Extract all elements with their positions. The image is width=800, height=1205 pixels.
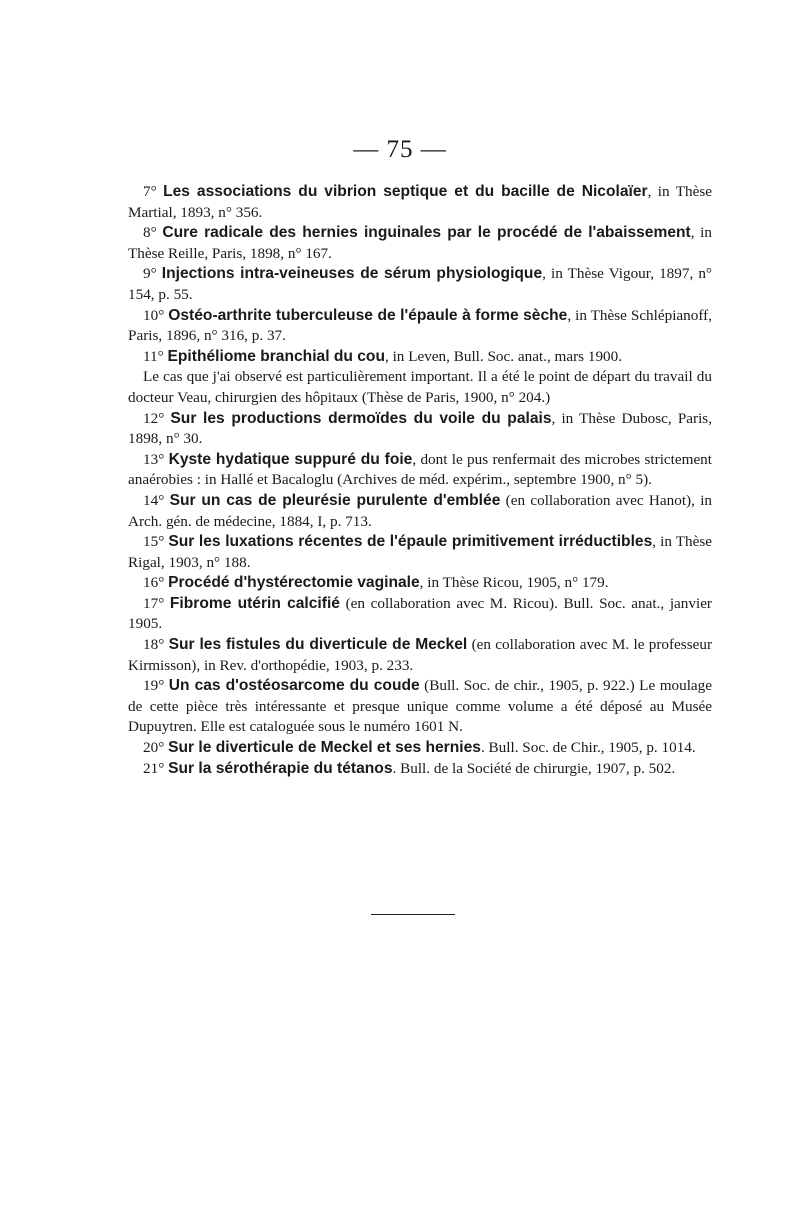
entry-number: 11° [143, 347, 168, 365]
list-item [128, 594, 712, 635]
entry-number: 7° [143, 183, 164, 200]
entry-number: 19° [143, 677, 169, 695]
entry-note: Le cas que j'ai observé est particulièrement important. Il a été le point de départ du travail du docteur Veau, chirurgien des hôpitaux (Thèse de Paris, 1900, n° 204.) [128, 368, 712, 406]
entry-title: Sur les luxations récentes de l'épaule primitivement irréductibles [168, 533, 653, 551]
entry-number: 8° [143, 224, 163, 242]
list-item [128, 573, 712, 594]
entry-number: 16° [143, 574, 169, 592]
entry-detail: , dont le pus renfermait des microbes strictement anaérobies : in Hallé et Bacaloglu (Archives de méd. expérim., septembre 1900, n° 5). [128, 450, 712, 489]
list-item [128, 264, 712, 305]
list-item [128, 532, 712, 573]
entry-detail: , in Leven, Bull. Soc. anat., mars 1900. [384, 347, 623, 365]
entry-title: Sur le diverticule de Meckel et ses hernies [168, 739, 481, 757]
entry-number: 9° [143, 265, 162, 283]
list-item [128, 306, 712, 347]
list-item [128, 635, 712, 676]
entry-title: Un cas d'ostéosarcome du coude [168, 677, 420, 695]
list-item [128, 759, 712, 780]
entry-number: 14° [143, 491, 170, 509]
entry-detail: , in Thèse Martial, 1893, n° 356. [128, 183, 712, 221]
entry-detail: (en collaboration avec M. le professeur Kirmisson), in Rev. d'orthopédie, 1903, p. 233. [128, 636, 713, 674]
entry-title: Injections intra-veineuses de sérum physiologique [161, 265, 543, 283]
entry-detail: , in Thèse Ricou, 1905, n° 179. [419, 574, 609, 592]
entry-number: 10° [143, 306, 169, 324]
entry-number: 13° [143, 450, 169, 468]
entry-number: 12° [143, 409, 171, 427]
entry-detail: , in Thèse Dubosc, Paris, 1898, n° 30. [128, 409, 712, 448]
entry-title: Cure radicale des hernies inguinales par le procédé de l'abaissement [162, 224, 691, 242]
entry-title: Ostéo-arthrite tuberculeuse de l'épaule à forme sèche [168, 306, 568, 324]
entry-detail: (Bull. Soc. de chir., 1905, p. 922.) Le moulage de cette pièce très intéressante et presque unique comme volume a été déposé au Musée Dupuytren. Elle est cataloguée sous le numéro 1601 N. [128, 677, 713, 736]
end-rule-divider [371, 914, 455, 915]
entry-number: 15° [143, 533, 169, 551]
list-item [128, 223, 712, 264]
entry-title: Les associations du vibrion septique et du bacille de Nicolaïer [163, 183, 648, 200]
entry-detail: , in Thèse Reille, Paris, 1898, n° 167. [128, 224, 712, 262]
entry-detail: , in Thèse Rigal, 1903, n° 188. [128, 533, 712, 571]
list-item [128, 347, 712, 368]
entry-title: Kyste hydatique suppuré du foie [168, 450, 413, 468]
entry-detail: , in Thèse Vigour, 1897, n° 154, p. 55. [128, 265, 713, 303]
list-item [128, 491, 712, 532]
page-number: — 75 — [353, 136, 447, 163]
entry-title: Sur les fistules du diverticule de Meckel [168, 636, 468, 654]
list-item [128, 409, 712, 450]
list-item [128, 738, 712, 759]
entry-number: 17° [143, 594, 170, 612]
entry-title: Fibrome utérin calcifié [169, 594, 340, 612]
entry-title: Sur les productions dermoïdes du voile du palais [170, 409, 552, 427]
entry-title: Sur la sérothérapie du tétanos [168, 759, 393, 777]
entry-number: 20° [143, 739, 169, 757]
entry-title: Sur un cas de pleurésie purulente d'emblée [169, 491, 501, 509]
entry-title: Epithéliome branchial du cou [167, 347, 385, 365]
list-item [128, 450, 712, 491]
list-item [128, 676, 712, 738]
entry-detail: (en collaboration avec M. Ricou). Bull. Soc. anat., janvier 1905. [128, 594, 712, 633]
entry-number: 21° [143, 759, 169, 777]
entry-detail: . Bull. Soc. de Chir., 1905, p. 1014. [480, 739, 696, 757]
entry-detail: . Bull. de la Société de chirurgie, 1907, p. 502. [392, 759, 676, 777]
entry-number: 18° [143, 636, 169, 654]
entry-detail: (en collaboration avec Hanot), in Arch. gén. de médecine, 1884, I, p. 713. [128, 491, 713, 530]
list-item [128, 182, 712, 223]
entry-detail: , in Thèse Schlépianoff, Paris, 1896, n° 316, p. 37. [128, 306, 712, 345]
bibliography-list [128, 182, 712, 779]
entry-title: Procédé d'hystérectomie vaginale [168, 574, 420, 592]
